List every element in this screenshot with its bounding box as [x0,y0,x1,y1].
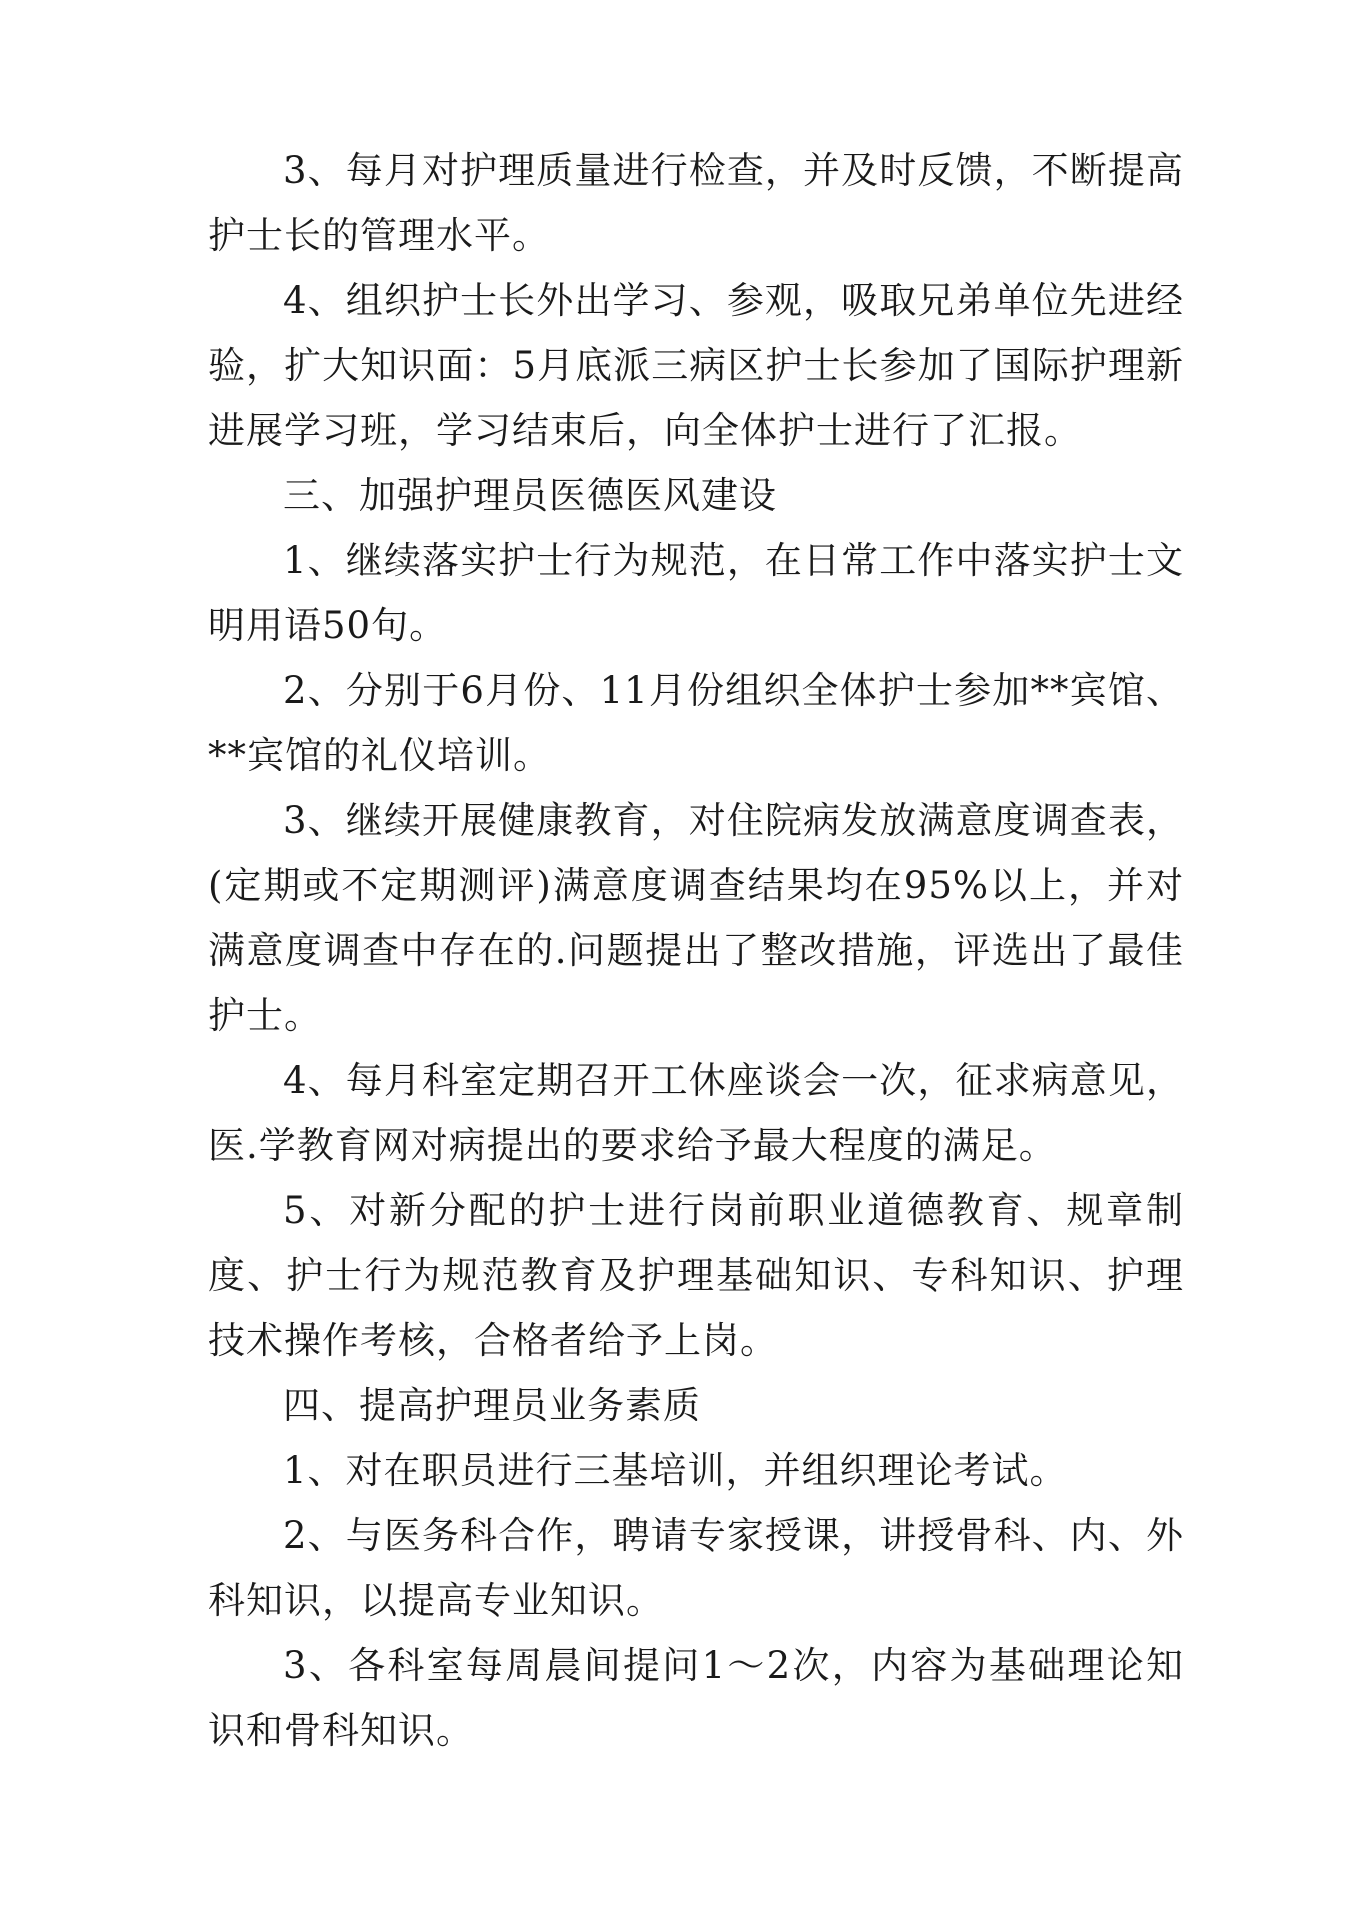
section-heading-professional-quality: 四、提高护理员业务素质 [283,1384,701,1427]
paragraph-three-basics: 1、对在职员进行三基培训，并组织理论考试。 [283,1449,1068,1492]
paragraph-expert-lectures: 2、与医务科合作，聘请专家授课，讲授骨科、内、外科知识，以提高专业知识。 [208,1514,1184,1622]
paragraph-external-study: 4、组织护士长外出学习、参观，吸取兄弟单位先进经验，扩大知识面：5月底派三病区护士长参加了国际护理新进展学习班，学习结束后，向全体护士进行了汇报。 [208,279,1184,452]
paragraph-health-education: 3、继续开展健康教育，对住院病发放满意度调查表，(定期或不定期测评)满意度调查结果均在95%以上，并对满意度调查中存在的.问题提出了整改措施，评选出了最佳护士。 [208,799,1184,1037]
paragraph-etiquette-training: 2、分别于6月份、11月份组织全体护士参加**宾馆、**宾馆的礼仪培训。 [208,669,1184,777]
document-body [208,138,1184,1763]
paragraph-morning-questions: 3、各科室每周晨间提问1～2次，内容为基础理论知识和骨科知识。 [208,1644,1184,1752]
paragraph-behavior-norms: 1、继续落实护士行为规范，在日常工作中落实护士文明用语50句。 [208,539,1184,647]
paragraph-quality-check: 3、每月对护理质量进行检查，并及时反馈，不断提高护士长的管理水平。 [208,149,1184,257]
paragraph-new-nurse-training: 5、对新分配的护士进行岗前职业道德教育、规章制度、护士行为规范教育及护理基础知识、专科知识、护理技术操作考核，合格者给予上岗。 [208,1189,1184,1362]
paragraph-patient-forum: 4、每月科室定期召开工休座谈会一次，征求病意见，医.学教育网对病提出的要求给予最大程度的满足。 [208,1059,1184,1167]
section-heading-ethics: 三、加强护理员医德医风建设 [283,474,777,517]
